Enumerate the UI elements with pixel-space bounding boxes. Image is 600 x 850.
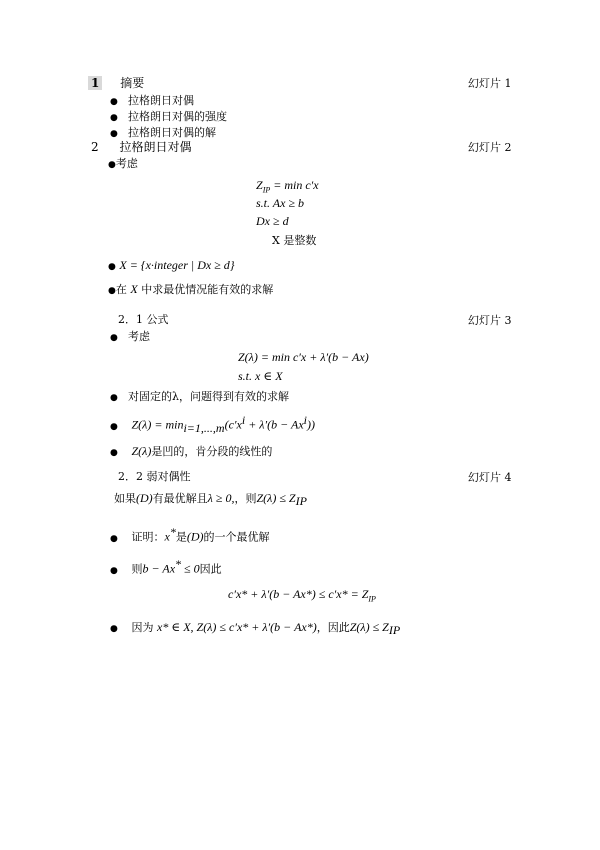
consider-line-2: ● 考虑 <box>110 330 150 344</box>
bullet-because: ● 因为 x* ∈ X, Z(λ) ≤ c′x* + λ′(b − Ax*)，因此$Z(\lambda) \le Z_{IP}$ <box>110 620 400 638</box>
section-1-title: 摘要 <box>120 76 145 90</box>
equation-constraint-ax: s.t. Ax ≥ b <box>256 196 305 210</box>
bullet-concave: ● Z(λ)是凹的，肯分段的线性的 <box>110 444 272 459</box>
summary-item-1: ● 拉格朗日对偶 <box>110 94 194 108</box>
section-2-heading <box>88 140 191 154</box>
slide-label-2: 幻灯片 2 <box>468 141 512 154</box>
equation-x-in-X: s.t. x ∈ X <box>238 369 283 383</box>
slide-label-4: 幻灯片 4 <box>468 471 512 484</box>
bullet-min-formula: ● $Z(\lambda) = \min_{i=1,...,m}(c'x^i + \lambda'(b - Ax^i))$ <box>110 413 315 435</box>
equation-integer-note: X 是整数 <box>272 234 317 247</box>
bullet-x-definition: ● X = {x·integer | Dx ≥ d} <box>108 258 235 272</box>
bullet-then: ● 则b − Ax* ≤ 0因此 <box>110 557 222 576</box>
summary-item-2: ● 拉格朗日对偶的强度 <box>110 110 227 124</box>
section-2-2-title: 2．2 弱对偶性 <box>118 470 191 483</box>
section-1-heading <box>88 76 144 90</box>
section-2-number: 2 <box>91 140 99 154</box>
section-1-number: 1 <box>88 76 102 90</box>
section-2-1-title: 2．1 公式 <box>118 313 169 326</box>
weak-duality-statement: 如果(D)有最优解且λ ≥ 0,，则$Z(\lambda) \le Z_{IP}$ <box>114 491 307 509</box>
bullet-fixed-lambda: ● 对固定的λ，问题得到有效的求解 <box>110 390 289 404</box>
equation-z-lambda: Z(λ) = min c′x + λ′(b − Ax) <box>238 350 369 364</box>
equation-zip: $Z_{IP} = \min c'x$ <box>256 178 319 195</box>
section-2-title: 拉格朗日对偶 <box>119 140 192 154</box>
equation-weak-duality: $c'x* + \lambda'(b - Ax*) \le c'x* = Z_{IP}$ <box>228 587 376 604</box>
equation-constraint-dx: Dx ≥ d <box>256 214 289 228</box>
summary-item-3: ● 拉格朗日对偶的解 <box>110 126 216 140</box>
consider-line-1: ●考虑 <box>108 157 138 170</box>
slide-label-3: 幻灯片 3 <box>468 314 512 327</box>
slide-label-1: 幻灯片 1 <box>468 77 512 90</box>
bullet-optimal: ●在 X 中求最优情况能有效的求解 <box>108 282 274 296</box>
bullet-proof: ● 证明：x*是(D)的一个最优解 <box>110 525 270 544</box>
